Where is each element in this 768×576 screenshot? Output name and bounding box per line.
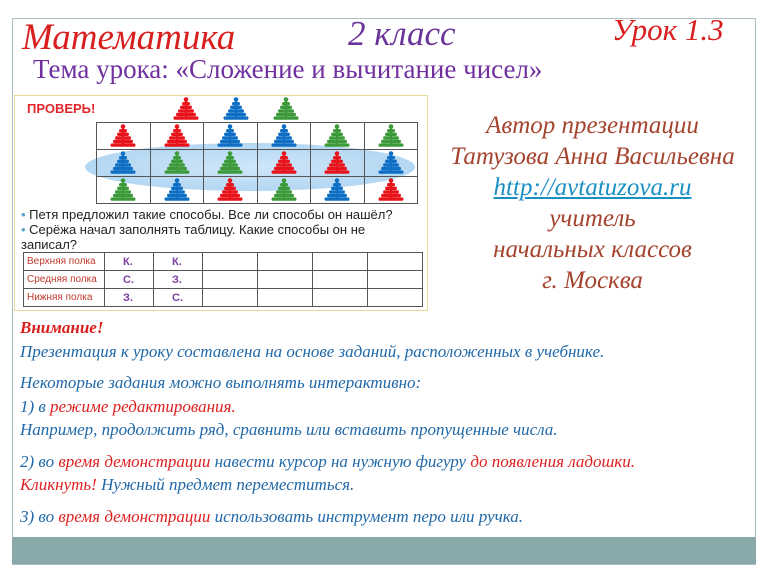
empty-cell — [313, 289, 368, 307]
pyramid-green-icon — [97, 177, 151, 204]
pyramid-blue-icon — [150, 177, 204, 204]
question-1: • Петя предложил такие способы. Все ли способы он нашёл? — [21, 207, 393, 222]
pyramid-green-icon[interactable] — [273, 97, 299, 122]
footer-bar — [12, 537, 756, 564]
pyramid-red-icon — [364, 177, 418, 204]
pyramid-green-icon — [311, 123, 365, 150]
pyramid-red-icon[interactable] — [173, 97, 199, 122]
pyramid-blue-icon — [204, 123, 258, 150]
pyramid-blue-icon — [97, 150, 151, 177]
pyramid-grid — [96, 122, 418, 204]
author-heading: Автор презентации — [486, 112, 699, 139]
empty-cell — [258, 289, 313, 307]
empty-cell — [258, 271, 313, 289]
note-2: Некоторые задания можно выполнять интерактивно: — [20, 373, 422, 392]
cell: С. — [105, 271, 154, 289]
note-4: Например, продолжить ряд, сравнить или вставить пропущенные числа. — [20, 420, 558, 439]
notes-block — [20, 316, 635, 528]
note-6: Кликнуть! Нужный предмет переместиться. — [20, 475, 355, 494]
check-label: ПРОВЕРЬ! — [27, 101, 96, 116]
note-3: 1) в режиме редактирования. — [20, 396, 236, 416]
question-1-text: Петя предложил такие способы. Все ли способы он нашёл? — [29, 207, 393, 222]
author-city: г. Москва — [542, 267, 643, 294]
table-row — [24, 289, 423, 307]
cell: К. — [154, 253, 203, 271]
empty-cell — [368, 253, 423, 271]
author-name: Татузова Анна Васильевна — [450, 143, 735, 170]
empty-cell — [368, 271, 423, 289]
table-row — [24, 271, 423, 289]
empty-cell — [313, 253, 368, 271]
pyramid-blue-icon — [311, 177, 365, 204]
attention-label: Внимание! — [20, 318, 104, 337]
empty-cell — [203, 253, 258, 271]
shelf-label: Средняя полка — [24, 271, 105, 289]
table-row — [24, 253, 423, 271]
cell: З. — [154, 271, 203, 289]
pyramid-blue-icon[interactable] — [223, 97, 249, 122]
shelf-label: Верхняя полка — [24, 253, 105, 271]
question-2-cont: записал? — [21, 237, 78, 252]
pyramid-red-icon — [150, 123, 204, 150]
note-1: Презентация к уроку составлена на основе заданий, расположенных в учебнике. — [20, 341, 605, 361]
shelf-label: Нижняя полка — [24, 289, 105, 307]
author-role: учитель — [549, 205, 636, 232]
grade-label: 2 класс — [348, 14, 456, 53]
empty-cell — [258, 253, 313, 271]
question-2: • Серёжа начал заполнять таблицу. Какие способы он не — [21, 222, 366, 237]
note-7: 3) во время демонстрации использовать инструмент перо или ручка. — [20, 506, 524, 526]
cell: З. — [105, 289, 154, 307]
empty-cell — [203, 289, 258, 307]
pyramid-green-icon — [150, 150, 204, 177]
question-2-text: Серёжа начал заполнять таблицу. Какие способы он не — [29, 222, 366, 237]
empty-cell — [368, 289, 423, 307]
topic-title: Тема урока: «Сложение и вычитание чисел» — [33, 54, 543, 84]
author-role-2: начальных классов — [493, 236, 692, 263]
cell: С. — [154, 289, 203, 307]
empty-cell — [313, 271, 368, 289]
pyramid-blue-icon — [257, 123, 311, 150]
author-link[interactable]: http://avtatuzova.ru — [493, 174, 692, 201]
pyramid-red-icon — [204, 177, 258, 204]
cell: К. — [105, 253, 154, 271]
subject-title: Математика — [22, 17, 236, 58]
author-block — [440, 110, 745, 296]
pyramid-red-icon — [97, 123, 151, 150]
textbook-image — [14, 95, 428, 311]
pyramid-green-icon — [204, 150, 258, 177]
pyramid-green-icon — [257, 177, 311, 204]
pyramid-red-icon — [311, 150, 365, 177]
shelf-table — [23, 252, 423, 307]
note-5: 2) во время демонстрации навести курсор на нужную фигуру до появления ладошки. — [20, 451, 635, 471]
lesson-label: Урок 1.3 — [612, 12, 724, 47]
pyramid-green-icon — [364, 123, 418, 150]
pyramid-blue-icon — [364, 150, 418, 177]
empty-cell — [203, 271, 258, 289]
pyramid-red-icon — [257, 150, 311, 177]
